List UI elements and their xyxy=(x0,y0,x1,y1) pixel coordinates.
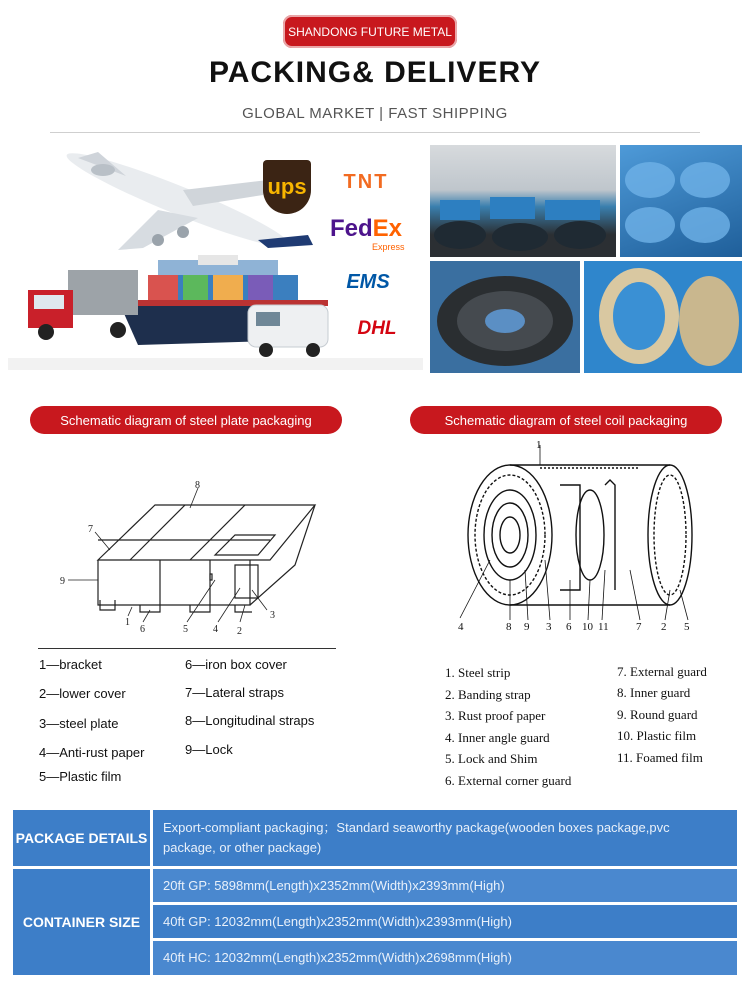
steel-plate-diagram xyxy=(40,470,340,650)
coil-num-2: 2 xyxy=(661,621,667,633)
container-40ft-hc: 40ft HC: 12032mm(Length)x2352mm(Width)x2698mm(High) xyxy=(153,941,737,975)
warehouse-photo xyxy=(430,145,616,257)
coil-legend-item: 2. Banding strap xyxy=(445,687,531,702)
tnt-label: TNT xyxy=(343,170,389,193)
plate-legend-item: 7—Lateral straps xyxy=(185,685,284,700)
tagline: GLOBAL MARKET | FAST SHIPPING xyxy=(242,105,508,122)
coil-legend-item: 6. External corner guard xyxy=(445,773,572,788)
plate-diagram-title xyxy=(30,406,342,434)
plate-num-5: 5 xyxy=(183,624,188,635)
coil-diagram-title xyxy=(410,406,722,434)
coil-num-9: 9 xyxy=(524,621,530,633)
plate-num-2: 2 xyxy=(237,626,242,637)
container-size-row xyxy=(13,869,737,984)
dhl-logo xyxy=(333,318,421,340)
container-stack-icon xyxy=(148,255,298,300)
container-20ft-gp: 20ft GP: 5898mm(Length)x2352mm(Width)x2393mm(High) xyxy=(153,869,737,902)
coil-legend-item: 11. Foamed film xyxy=(617,750,703,765)
coil-num-8: 8 xyxy=(506,621,512,633)
ems-logo xyxy=(323,268,413,296)
coil-num-4: 4 xyxy=(458,621,464,633)
plate-num-9: 9 xyxy=(60,576,65,587)
package-details-header: PACKAGE DETAILS xyxy=(13,810,150,866)
fedex-logo xyxy=(330,215,420,255)
fedex-fed-label: Fed xyxy=(330,215,373,242)
brand-badge xyxy=(283,15,457,48)
coil-num-1: 1 xyxy=(536,440,542,451)
package-details-value xyxy=(153,810,737,866)
page-title: PACKING& DELIVERY xyxy=(208,56,542,89)
fedex-express-label: Express xyxy=(372,242,405,252)
plate-legend-item: 5—Plastic film xyxy=(39,769,122,784)
fedex-ex-label: Ex xyxy=(372,215,403,242)
tnt-logo xyxy=(330,168,402,196)
plate-legend-item: 3—steel plate xyxy=(39,716,119,731)
shipping-illustration xyxy=(8,140,423,370)
coil-legend-item: 7. External guard xyxy=(617,664,707,679)
coil-num-5: 5 xyxy=(684,621,690,633)
coil-stack-photo xyxy=(620,145,742,257)
wrapped-coil-photo xyxy=(584,261,742,373)
plate-legend-item: 8—Longitudinal straps xyxy=(185,713,315,728)
tagline-divider xyxy=(50,132,700,133)
coil-legend-item: 10. Plastic film xyxy=(617,728,697,743)
plate-legend-item: 2—lower cover xyxy=(39,686,126,701)
ups-logo xyxy=(263,160,311,214)
wire-coil-photo xyxy=(430,261,580,373)
package-details-line1: Export-compliant packaging；Standard seaworthy package(wooden boxes package,pvc xyxy=(163,820,670,835)
package-details-line2: package, or other package) xyxy=(163,840,322,855)
plate-title-label: Schematic diagram of steel plate packaging xyxy=(60,412,312,428)
coil-legend-item: 4. Inner angle guard xyxy=(445,730,550,745)
coil-title-label: Schematic diagram of steel coil packaging xyxy=(444,412,688,428)
plate-legend-item: 9—Lock xyxy=(185,742,233,757)
coil-legend-item: 3. Rust proof paper xyxy=(445,708,546,723)
container-40ft-gp: 40ft GP: 12032mm(Length)x2352mm(Width)x2393mm(High) xyxy=(153,905,737,938)
coil-num-10: 10 xyxy=(582,621,593,633)
coil-legend-item: 9. Round guard xyxy=(617,707,698,722)
ups-label: ups xyxy=(267,174,307,199)
coil-legend-item: 5. Lock and Shim xyxy=(445,751,538,766)
coil-legend-item: 1. Steel strip xyxy=(445,665,511,680)
dhl-label: DHL xyxy=(357,318,397,339)
plate-legend-item: 1—bracket xyxy=(39,657,102,672)
plate-legend-item: 6—iron box cover xyxy=(185,657,287,672)
van-icon xyxy=(248,305,328,357)
brand-name: SHANDONG FUTURE METAL xyxy=(288,24,452,39)
container-size-header: CONTAINER SIZE xyxy=(13,869,150,975)
coil-legend-item: 8. Inner guard xyxy=(617,685,691,700)
plate-num-1: 1 xyxy=(125,617,130,628)
warehouse-photos xyxy=(430,145,742,373)
plate-legend-item: 4—Anti-rust paper xyxy=(39,745,145,760)
ems-label: EMS xyxy=(346,270,390,293)
package-details-row xyxy=(13,810,737,866)
plate-num-7: 7 xyxy=(88,524,93,535)
plate-legend-divider xyxy=(38,648,336,649)
coil-num-7: 7 xyxy=(636,621,642,633)
plate-num-8: 8 xyxy=(195,480,200,491)
steel-coil-diagram xyxy=(440,440,730,635)
coil-num-11: 11 xyxy=(598,621,609,633)
plate-num-3: 3 xyxy=(270,610,275,621)
coil-num-6: 6 xyxy=(566,621,572,633)
plate-num-4: 4 xyxy=(213,624,218,635)
plate-num-6: 6 xyxy=(140,624,145,635)
coil-num-3: 3 xyxy=(546,621,552,633)
truck-icon xyxy=(28,270,138,340)
